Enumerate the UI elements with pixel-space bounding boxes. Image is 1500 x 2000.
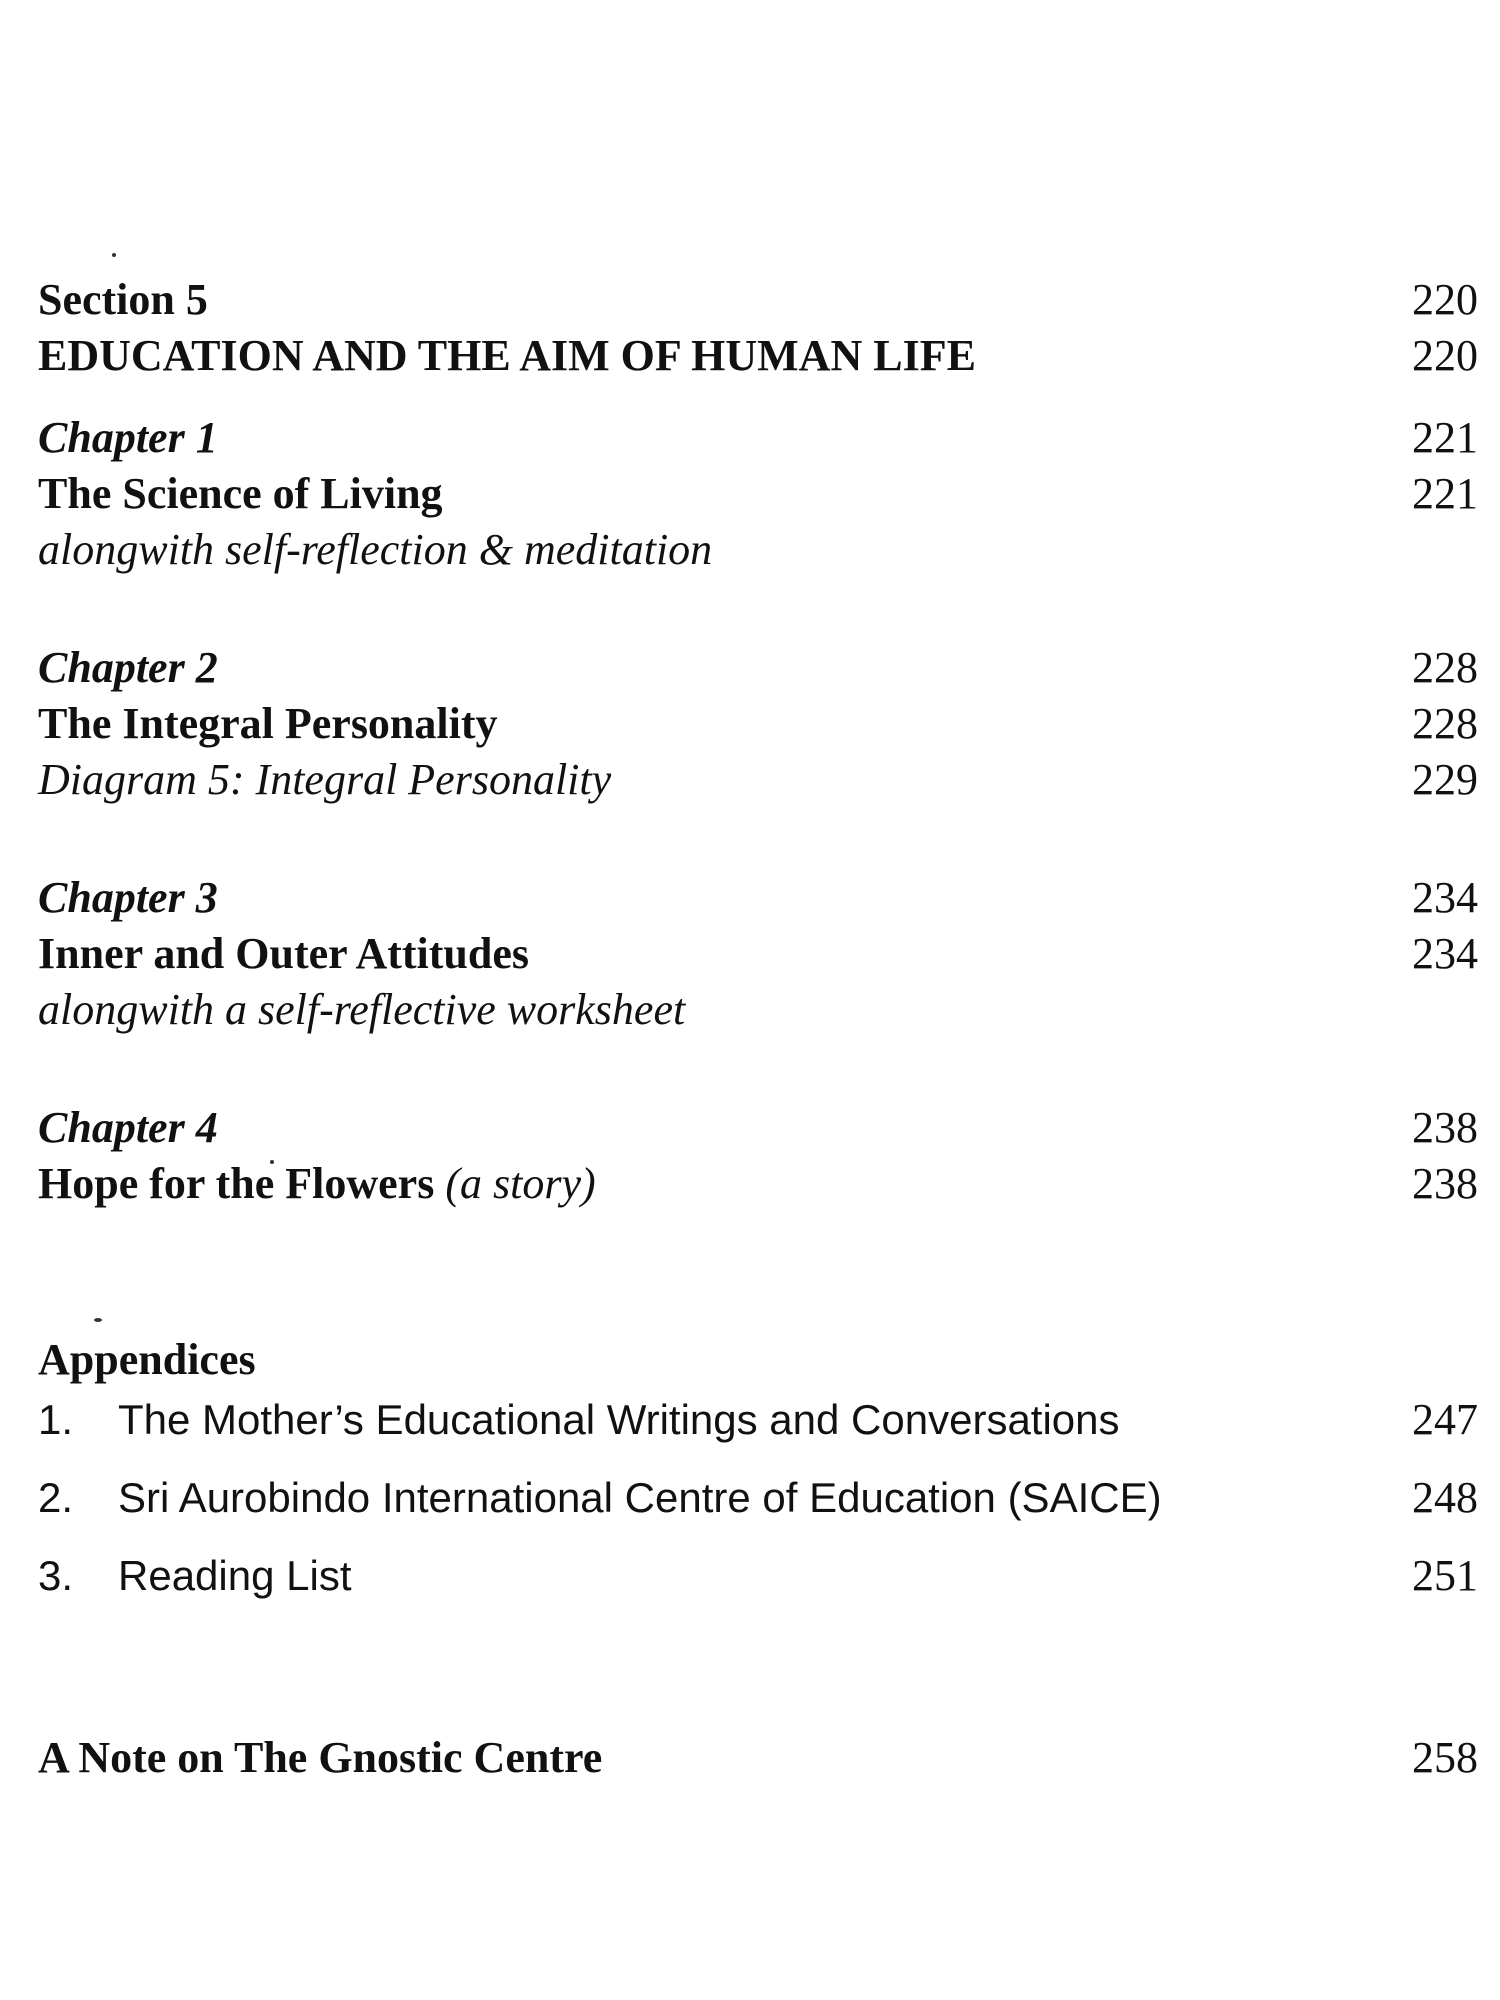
section-title-page-number: 220 [1412, 331, 1478, 380]
note-title: A Note on The Gnostic Centre [38, 1733, 603, 1782]
chapter-label: Chapter 2 [38, 643, 218, 692]
appendix-number: 3. [38, 1552, 74, 1599]
appendix-number: 2. [38, 1474, 74, 1521]
chapter-label-page-number: 221 [1412, 413, 1478, 462]
appendix-title: Reading List [118, 1552, 352, 1599]
toc-entry-chapter-label [38, 640, 1478, 696]
chapter-label-page-number: 228 [1412, 643, 1478, 692]
section-page-number: 220 [1412, 275, 1478, 324]
toc-entry-appendices-heading [38, 1332, 1478, 1388]
appendix-number: 1. [38, 1396, 74, 1443]
toc-entry-chapter-label [38, 1100, 1478, 1156]
chapter-label-page-number: 238 [1412, 1103, 1478, 1152]
chapter-subtitle-page-number: 229 [1412, 755, 1478, 804]
section-label: Section 5 [38, 275, 208, 324]
chapter-title: Hope for the Flowers [38, 1159, 435, 1208]
appendix-page-number: 251 [1412, 1551, 1478, 1600]
chapter-title: Inner and Outer Attitudes [38, 929, 530, 978]
chapter-label-page-number: 234 [1412, 873, 1478, 922]
note-page-number: 258 [1412, 1733, 1478, 1782]
appendix-entry [38, 1392, 1120, 1448]
appendix-page-number: 247 [1412, 1395, 1478, 1444]
chapter-title-page-number: 221 [1412, 469, 1478, 518]
chapter-title: The Integral Personality [38, 699, 498, 748]
toc-entry-chapter-title [38, 696, 1478, 752]
toc-entry-appendix [38, 1392, 1478, 1448]
toc-entry-note [38, 1730, 1478, 1786]
toc-entry-chapter-subtitle [38, 982, 1478, 1038]
toc-entry-chapter-label [38, 410, 1478, 466]
toc-entry-chapter-subtitle [38, 522, 1478, 578]
toc-entry-chapter-title [38, 1156, 1478, 1212]
speck-mark [112, 253, 116, 257]
chapter-subtitle: Diagram 5: Integral Personality [38, 755, 612, 804]
toc-entry-chapter-title [38, 926, 1478, 982]
appendices-heading: Appendices [38, 1335, 256, 1384]
toc-entry-chapter-label [38, 870, 1478, 926]
speck-mark [94, 1318, 102, 1322]
section-title: EDUCATION AND THE AIM OF HUMAN LIFE [38, 331, 976, 380]
toc-entry-appendix [38, 1470, 1478, 1526]
appendix-page-number: 248 [1412, 1473, 1478, 1522]
appendix-title: Sri Aurobindo International Centre of Education (SAICE) [118, 1474, 1162, 1521]
chapter-subtitle: alongwith a self-reflective worksheet [38, 985, 686, 1034]
appendix-title: The Mother’s Educational Writings and Conversations [118, 1396, 1120, 1443]
chapter-title: The Science of Living [38, 469, 443, 518]
appendix-entry [38, 1548, 351, 1604]
chapter-title-page-number: 238 [1412, 1159, 1478, 1208]
toc-entry-appendix [38, 1548, 1478, 1604]
chapter-title-suffix: (a story) [445, 1159, 596, 1208]
chapter-title-wrap [38, 1156, 596, 1212]
toc-entry-chapter-title [38, 466, 1478, 522]
appendix-entry [38, 1470, 1162, 1526]
chapter-label: Chapter 1 [38, 413, 218, 462]
chapter-label: Chapter 4 [38, 1103, 218, 1152]
chapter-label: Chapter 3 [38, 873, 218, 922]
chapter-subtitle: alongwith self-reflection & meditation [38, 525, 713, 574]
toc-entry-section [38, 272, 1478, 328]
toc-entry-chapter-subtitle [38, 752, 1478, 808]
chapter-title-page-number: 234 [1412, 929, 1478, 978]
chapter-title-page-number: 228 [1412, 699, 1478, 748]
toc-entry-section-title [38, 328, 1478, 384]
